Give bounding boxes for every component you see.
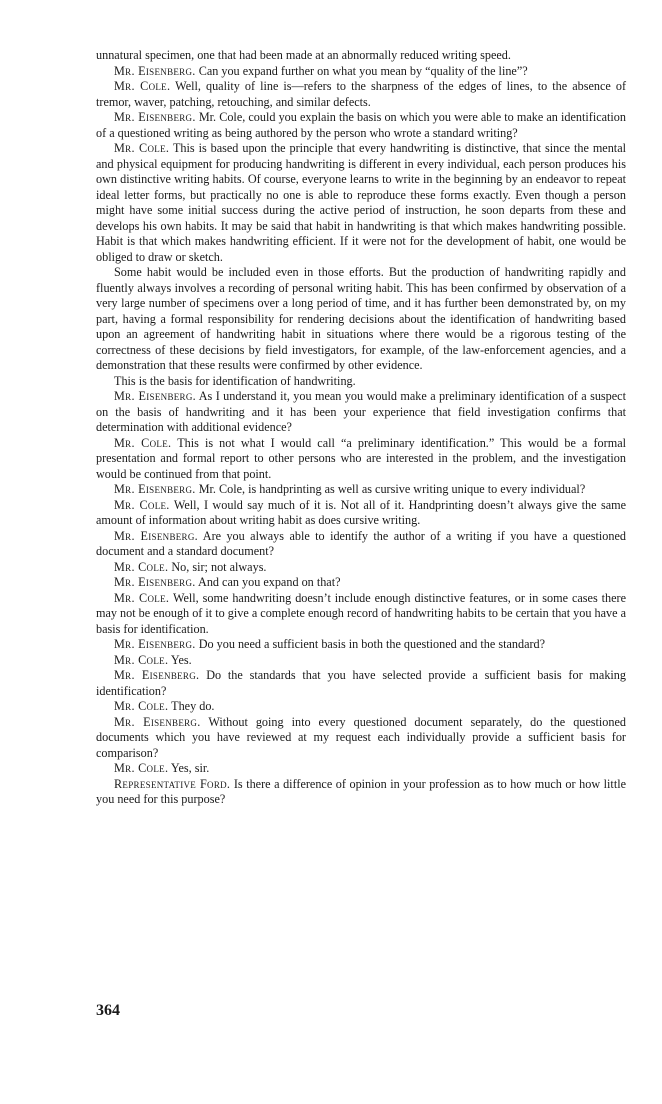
speaker-name: Mr. Cole. [114, 699, 169, 713]
paragraph-text: They do. [168, 699, 215, 713]
paragraph-text: This is the basis for identification of handwriting. [114, 373, 356, 388]
paragraph-text: And can you expand on that? [195, 575, 341, 589]
speaker-name: Mr. Cole. [114, 141, 170, 155]
speaker-name: Mr. Cole. [114, 590, 170, 605]
paragraph-text: Is there a difference of opinion in your profession as to how much or how little you need for this purpose? [96, 776, 627, 806]
paragraph [96, 715, 626, 762]
paragraph [96, 110, 626, 141]
speaker-name: Mr. Eisenberg. [114, 637, 196, 651]
paragraph-text: Well, some handwriting doesn’t include enough distinctive features, or in some cases there may not be enough of it to give a complete enough record of handwriting habits to be certain that you have a basis for identification. [96, 590, 626, 636]
speaker-name: Mr. Cole. [114, 652, 169, 667]
paragraph [96, 141, 626, 265]
paragraph [96, 64, 626, 80]
paragraph-text: As I understand it, you mean you would make a preliminary identification of a suspect on the basis of handwriting and it has been your experience that field investigation confirms that determination with additional evidence? [96, 389, 626, 434]
paragraph [96, 761, 626, 777]
paragraph-text: This is not what I would call “a preliminary identification.” This would be a formal presentation and formal report to other persons who are interested in the problem, and the investigation would be continued from that point. [96, 435, 626, 481]
paragraph [96, 265, 626, 374]
paragraph-text: Well, quality of line is—refers to the sharpness of the edges of lines, to the absence of tremor, waver, patching, retouching, and similar defects. [96, 79, 627, 109]
paragraph [96, 777, 626, 808]
paragraph-text: Yes, sir. [168, 761, 210, 775]
paragraph-text: No, sir; not always. [168, 559, 267, 574]
paragraph [96, 560, 626, 576]
paragraph [96, 699, 626, 715]
paragraph-text: Are you always able to identify the author of a writing if you have a questioned document and a standard document? [96, 528, 626, 558]
paragraph [96, 79, 626, 110]
paragraph [96, 389, 626, 436]
speaker-name: Mr. Eisenberg. [114, 389, 196, 403]
paragraph-text: Some habit would be included even in those efforts. But the production of handwriting rapidly and fluently always involves a recording of personal writing habit. This has been confirmed by observation of a very large number of specimens over a long period of time, and it has further been demonstrated by, on my part, having a formal responsibility for rendering decisions about the identification of handwriting based upon an agreement of handwriting habit in situations where there would be a rigorous testing of the correctness of these decisions by field investigators, for example, of the law-enforcement agencies, and a demonstration that these results were confirmed by other evidence. [96, 265, 626, 372]
document-body [96, 48, 626, 808]
speaker-name: Mr. Eisenberg. [114, 63, 196, 78]
paragraph-text: Well, I would say much of it is. Not all of it. Handprinting doesn’t always give the same amount of information about writing habit as does cursive writing. [96, 497, 626, 527]
page-number: 364 [96, 1002, 120, 1019]
paragraph [96, 668, 626, 699]
paragraph [96, 48, 626, 64]
paragraph-text: Do the standards that you have selected provide a sufficient basis for making identification? [96, 668, 626, 698]
paragraph-text: Yes. [168, 652, 192, 667]
paragraph [96, 653, 626, 669]
speaker-name: Mr. Eisenberg. [114, 482, 196, 496]
paragraph [96, 482, 626, 498]
paragraph [96, 591, 626, 638]
paragraph [96, 575, 626, 591]
paragraph-text: Mr. Cole, could you explain the basis on which you were able to make an identification of a questioned writing as being authored by the person who wrote a standard writing? [96, 110, 626, 140]
speaker-name: Representative Ford. [114, 776, 231, 791]
speaker-name: Mr. Eisenberg. [114, 575, 196, 589]
speaker-name: Mr. Cole. [114, 435, 172, 450]
paragraph-text: Without going into every questioned document separately, do the questioned documents which you have reviewed at my request each individually provide a sufficient basis for comparison? [96, 714, 626, 760]
paragraph-text: Can you expand further on what you mean by “quality of the line”? [195, 63, 528, 78]
paragraph-text: Mr. Cole, is handprinting as well as cursive writing unique to every individual? [195, 482, 586, 496]
speaker-name: Mr. Eisenberg. [114, 668, 200, 682]
paragraph [96, 529, 626, 560]
paragraph-text: Do you need a sufficient basis in both the questioned and the standard? [195, 637, 546, 651]
paragraph-text: unnatural specimen, one that had been made at an abnormally reduced writing speed. [96, 48, 511, 62]
paragraph [96, 374, 626, 390]
paragraph-text: This is based upon the principle that every handwriting is distinctive, that since the mental and physical equipment for producing handwriting is different in every individual, each person produces his own distinctive writing habits. Of course, everyone learns to write in the beginning by an endeavor to repeat ideal letter forms, but practically no one is able to reproduce these forms exactly. Even though a person might have some initial success during the active period of instruction, he soon departs from these and develops his own habits. It may be said that habit in handwriting is that which makes handwriting possible. Habit is that which makes handwriting efficient. If it were not for the development of habit, one would be obliged to draw or sketch. [96, 141, 626, 264]
speaker-name: Mr. Eisenberg. [114, 528, 199, 543]
paragraph [96, 498, 626, 529]
speaker-name: Mr. Cole. [114, 497, 170, 512]
speaker-name: Mr. Cole. [114, 559, 169, 574]
paragraph [96, 637, 626, 653]
speaker-name: Mr. Cole. [114, 761, 169, 775]
speaker-name: Mr. Eisenberg. [114, 110, 196, 124]
paragraph [96, 436, 626, 483]
speaker-name: Mr. Eisenberg. [114, 714, 201, 729]
speaker-name: Mr. Cole. [114, 79, 171, 93]
